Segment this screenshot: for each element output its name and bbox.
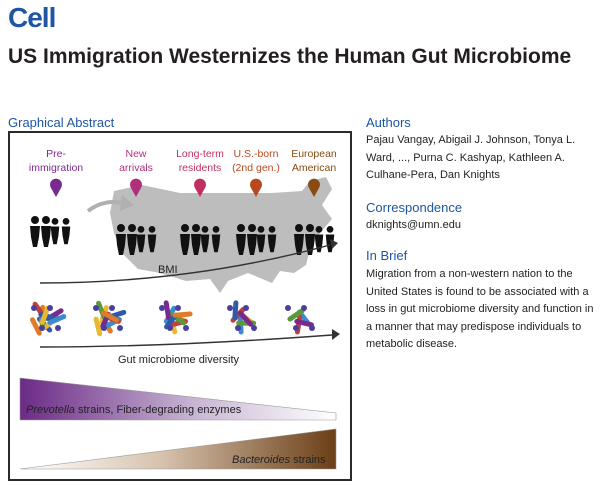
in-brief-heading: In Brief bbox=[366, 248, 408, 263]
stage-label-0-line-1: immigration bbox=[28, 162, 84, 174]
bacterium-icon bbox=[227, 305, 233, 311]
bacteroides-label: Bacteroides strains bbox=[232, 454, 326, 466]
location-pin-icon bbox=[50, 179, 62, 197]
person-icon-head bbox=[138, 226, 145, 233]
person-icon-head bbox=[202, 226, 209, 233]
person-icon-head bbox=[306, 224, 314, 232]
stage-label-2-line-1: residents bbox=[178, 162, 222, 174]
bacterium-icon bbox=[293, 325, 299, 331]
bacterium-icon bbox=[47, 305, 53, 311]
person-icon-head bbox=[181, 224, 189, 232]
person-icon-head bbox=[117, 224, 125, 232]
bacterium-icon bbox=[183, 325, 189, 331]
person-icon-head bbox=[31, 216, 39, 224]
bacterium-icon bbox=[172, 311, 192, 318]
stage-label-3-line-0: U.S.-born bbox=[233, 148, 279, 160]
bacterium-icon bbox=[175, 305, 181, 311]
correspondence-email[interactable]: dknights@umn.edu bbox=[366, 219, 461, 231]
in-brief-text: Migration from a non-western nation to the United States is found to be associated with a loss in gut microbiome diversity and function in a manner that may predispose individuals to metabolic disease. bbox=[366, 268, 594, 350]
bacterium-icon bbox=[117, 325, 123, 331]
bacterium-icon bbox=[285, 305, 291, 311]
bacterium-icon bbox=[159, 305, 165, 311]
stage-label-0-line-0: Pre- bbox=[46, 148, 66, 160]
person-icon-head bbox=[52, 218, 59, 225]
correspondence-heading: Correspondence bbox=[366, 200, 463, 215]
diversity-label: Gut microbiome diversity bbox=[118, 354, 240, 366]
person-icon-head bbox=[316, 226, 323, 233]
person-icon-head bbox=[192, 224, 200, 232]
bacterium-icon bbox=[109, 305, 115, 311]
person-icon-body bbox=[62, 226, 71, 244]
diversity-arrow-head bbox=[332, 329, 340, 340]
diversity-arrow bbox=[40, 335, 332, 347]
bacterium-icon bbox=[55, 325, 61, 331]
person-icon-head bbox=[149, 226, 156, 233]
graphical-abstract-heading: Graphical Abstract bbox=[8, 115, 115, 130]
bacterium-icon bbox=[301, 305, 307, 311]
person-icon-body bbox=[41, 226, 51, 247]
stage-label-2-line-0: Long-term bbox=[176, 148, 224, 160]
person-icon-body bbox=[315, 234, 324, 252]
stage-label-4-line-1: American bbox=[291, 162, 337, 174]
person-icon-head bbox=[295, 224, 303, 232]
stage-label-3-line-1: (2nd gen.) bbox=[232, 162, 280, 174]
stage-label-1-line-0: New bbox=[125, 148, 147, 160]
bmi-label: BMI bbox=[158, 264, 178, 276]
authors-heading: Authors bbox=[366, 115, 411, 130]
bacterium-icon bbox=[101, 325, 107, 331]
person-icon-head bbox=[42, 216, 50, 224]
stage-label-1-line-1: arrivals bbox=[119, 162, 153, 174]
journal-logo: Cell bbox=[8, 2, 56, 33]
bacterium-icon bbox=[235, 325, 241, 331]
bacterium-icon bbox=[39, 325, 45, 331]
person-icon-head bbox=[237, 224, 245, 232]
graphical-abstract-figure bbox=[8, 131, 352, 481]
bacterium-icon bbox=[251, 325, 257, 331]
person-icon-head bbox=[327, 226, 334, 233]
prevotella-label: Prevotella strains, Fiber-degrading enzymes bbox=[26, 404, 242, 416]
person-icon-head bbox=[213, 226, 220, 233]
bacterium-icon bbox=[31, 305, 37, 311]
bacterium-icon bbox=[309, 325, 315, 331]
bacterium-icon bbox=[93, 305, 99, 311]
person-icon-head bbox=[248, 224, 256, 232]
person-icon-head bbox=[258, 226, 265, 233]
bacterium-icon bbox=[243, 305, 249, 311]
stage-label-4-line-0: European bbox=[291, 148, 337, 160]
person-icon-head bbox=[63, 218, 70, 225]
person-icon-head bbox=[269, 226, 276, 233]
person-icon-body bbox=[51, 226, 60, 244]
bacterium-icon bbox=[167, 325, 173, 331]
authors-list: Pajau Vangay, Abigail J. Johnson, Tonya L. Ward, ..., Purna C. Kashyap, Kathleen A. Culhane-Pera, Dan Knights bbox=[366, 134, 576, 181]
article-title: US Immigration Westernizes the Human Gut Microbiome bbox=[8, 45, 572, 68]
person-icon-body bbox=[30, 226, 40, 247]
person-icon-head bbox=[128, 224, 136, 232]
graphical-abstract-svg bbox=[10, 133, 350, 479]
